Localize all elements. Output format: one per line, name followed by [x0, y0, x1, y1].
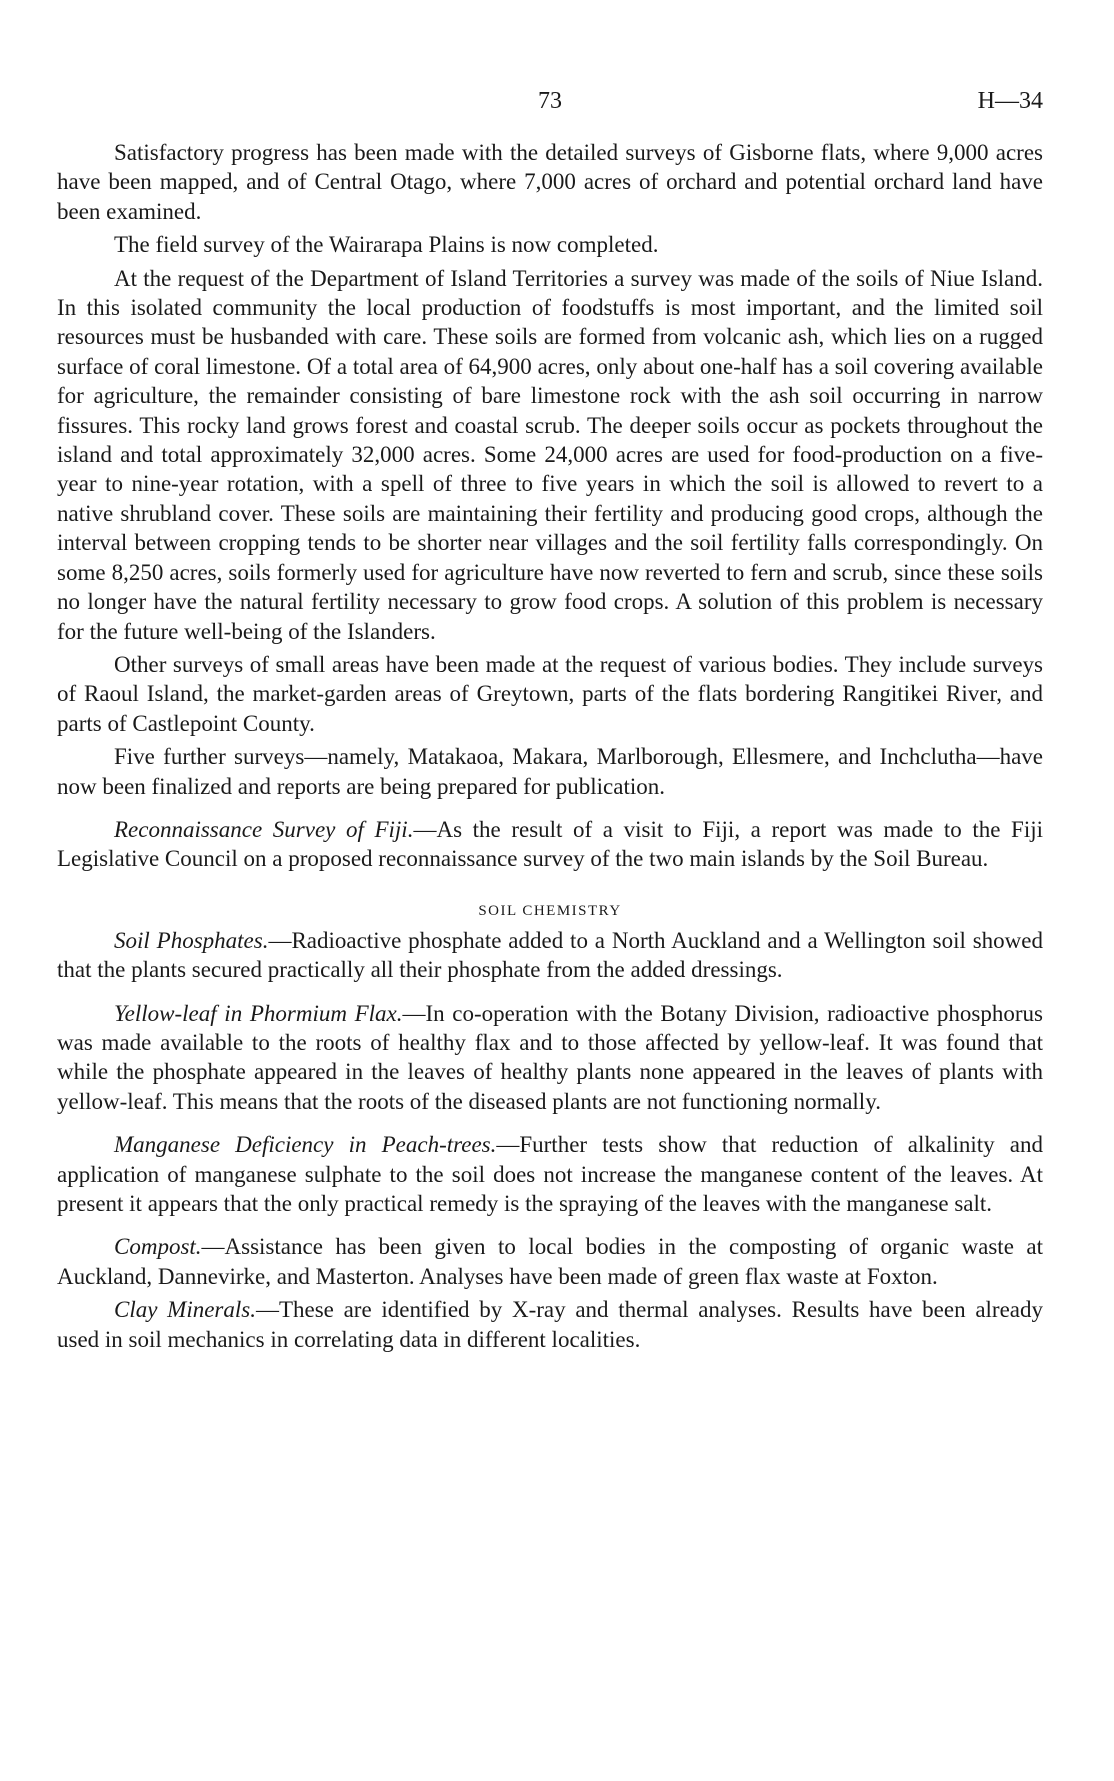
yellow-leaf-title: Yellow-leaf in Phormium Flax. [114, 1000, 403, 1026]
fiji-survey-title: Reconnaissance Survey of Fiji. [114, 816, 414, 842]
compost-body: —Assistance has been given to local bodies in the composting of organic waste at Auckland, Dannevirke, and Masterton. Analyses have been made of green flax waste at Foxton. [57, 1234, 1043, 1289]
document-page [57, 88, 1043, 1358]
paragraph-yellow-leaf [57, 999, 1043, 1117]
paragraph-wairarapa: The field survey of the Wairarapa Plains is now completed. [114, 232, 659, 258]
fiji-survey-body: —As the result of a visit to Fiji, a report was made to the Fiji Legislative Council on a proposed reconnaissance survey of the two main islands by the Soil Bureau. [57, 816, 1043, 872]
paragraph-soil-phosphates [57, 926, 1043, 985]
document-reference: H—34 [977, 88, 1043, 114]
paragraph-fiji-survey [57, 815, 1043, 874]
page-number: 73 [538, 88, 562, 114]
clay-minerals-title: Clay Minerals. [114, 1297, 256, 1323]
soil-phosphates-body: —Radioactive phosphate added to a North Auckland and a Wellington soil showed that the plants secured practically all their phosphate from the added dressings. [57, 927, 1043, 983]
paragraph-clay-minerals [57, 1295, 1043, 1354]
paragraph-detailed-surveys: Satisfactory progress has been made with the detailed surveys of Gisborne flats, where 9,000 acres have been mapped, and of Central Otago, where 7,000 acres of orchard and potential orchard land have been examined. [57, 140, 1043, 224]
clay-minerals-body: —These are identified by X-ray and thermal analyses. Results have been already used in soil mechanics in correlating data in different localities. [57, 1297, 1043, 1352]
paragraph-compost [57, 1232, 1043, 1291]
paragraph-manganese-deficiency [57, 1130, 1043, 1218]
section-heading-soil-chemistry: SOIL CHEMISTRY [478, 902, 622, 919]
page-header [57, 88, 1043, 138]
paragraph-further-surveys: Five further surveys—namely, Matakaoa, Makara, Marlborough, Ellesmere, and Inchclutha—have now been finalized and reports are being prepared for publication. [57, 744, 1043, 799]
manganese-deficiency-title: Manganese Deficiency in Peach-trees. [114, 1132, 497, 1158]
paragraph-other-surveys: Other surveys of small areas have been made at the request of various bodies. They include surveys of Raoul Island, the market-garden areas of Greytown, parts of the flats bordering Rangitikei River, and parts of Castlepoint County. [57, 651, 1043, 736]
compost-title: Compost. [114, 1234, 202, 1260]
paragraph-niue-island: At the request of the Department of Island Territories a survey was made of the soils of Niue Island. In this isolated community the local production of foodstuffs is most important, and the limited soil resources must be husbanded with care. These soils are formed from volcanic ash, which lies on a rugged surface of coral limestone. Of a total area of 64,900 acres, only about one-half has a soil covering available for agriculture, the remainder consisting of bare limestone rock with the ash soil occurring in narrow fissures. This rocky land grows forest and coastal scrub. The deeper soils occur as pockets throughout the island and total approximately 32,000 acres. Some 24,000 acres are used for food-production on a five-year to nine-year rotation, with a spell of three to five years in which the soil is allowed to revert to a native shrubland cover. These soils are maintaining their fertility and producing good crops, although the interval between cropping tends to be shorter near villages and the soil fertility falls correspondingly. On some 8,250 acres, soils formerly used for agriculture have now reverted to fern and scrub, since these soils no longer have the natural fertility necessary to grow food crops. A solution of this problem is necessary for the future well-being of the Islanders. [57, 265, 1043, 644]
soil-phosphates-title: Soil Phosphates. [114, 927, 269, 953]
manganese-deficiency-body: —Further tests show that reduction of alkalinity and application of manganese sulphate to the soil does not increase the manganese content of the leaves. At present it appears that the only practical remedy is the spraying of the leaves with the manganese salt. [57, 1132, 1043, 1216]
yellow-leaf-body: —In co-operation with the Botany Division, radioactive phosphorus was made available to the roots of healthy flax and to those affected by yellow-leaf. It was found that while the phosphate appeared in the leaves of healthy plants none appeared in the leaves of plants with yellow-leaf. This means that the roots of the diseased plants are not functioning normally. [57, 1000, 1043, 1114]
